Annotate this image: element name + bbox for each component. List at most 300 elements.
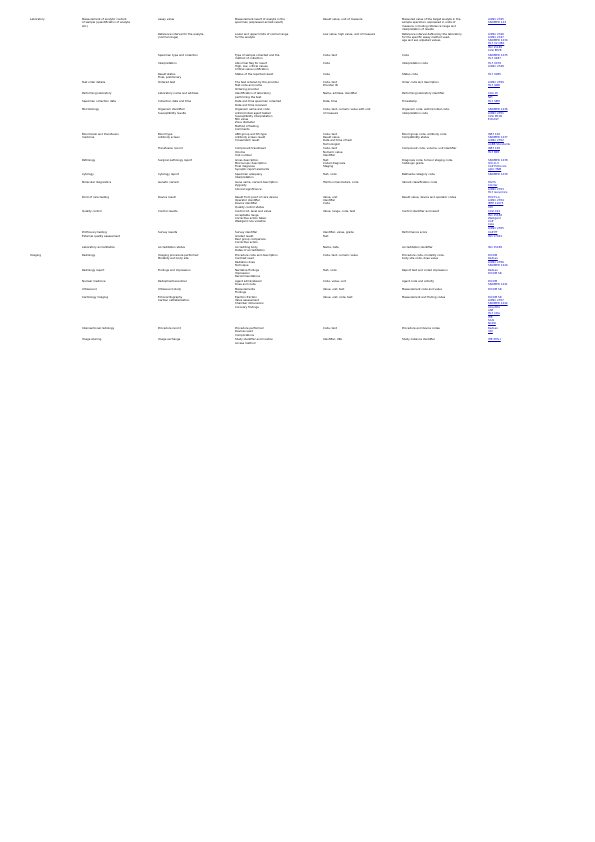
reference-link[interactable]: CLSI EP28 — [488, 49, 502, 53]
cell-text-line: Coded diagnosis — [323, 161, 346, 165]
cell-text-line: Test code and name — [235, 84, 263, 88]
reference-link[interactable]: LOINC 2352 — [488, 139, 504, 143]
cell-text-line: interpretation of results — [402, 27, 434, 31]
cell-text-line: Microscopic description — [235, 161, 267, 165]
reference-link[interactable]: DICOM SR — [488, 295, 502, 299]
cell-text-line: Value, range, code, text — [323, 210, 356, 214]
reference-cell — [488, 18, 515, 33]
reference-link[interactable]: RadLex — [488, 326, 498, 330]
cell-text-line: Contrast used — [235, 257, 254, 261]
description-cell — [235, 73, 323, 81]
format-cell — [323, 81, 402, 92]
cell-text-line: MIC value — [235, 118, 249, 122]
cell-text-line: Result value — [323, 136, 340, 140]
description-cell — [235, 338, 323, 346]
reference-link[interactable]: NPI — [488, 95, 493, 99]
reference-link[interactable]: LOINC 2356 — [488, 260, 504, 264]
domain-cell — [30, 159, 82, 174]
description-cell — [235, 280, 323, 288]
data-element-cell — [158, 108, 235, 132]
cell-text-line: Quality control — [82, 210, 102, 214]
subdomain-cell — [82, 269, 158, 280]
reference-link[interactable]: NCDR — [488, 322, 496, 326]
cell-text-line: sample specimen, expressed in units of — [402, 21, 456, 25]
cell-text-line: Final diagnosis — [235, 165, 255, 169]
cell-text-line: Laboratory accreditation — [82, 246, 116, 250]
reference-link[interactable]: CAP Protocols — [488, 165, 507, 169]
reference-link[interactable]: LOINC 2345 — [488, 18, 504, 21]
table-row — [30, 338, 515, 346]
cell-text-line: Date and time of test — [323, 139, 352, 143]
reference-cell — [488, 108, 515, 132]
reference-link[interactable]: HL7 CDA — [488, 312, 500, 316]
reference-link[interactable]: RadLex — [488, 268, 498, 272]
domain-cell — [30, 62, 82, 73]
cell-text-line: Point of care testing — [82, 195, 109, 199]
cell-text-line: Organism code, antimicrobial code, — [402, 108, 450, 112]
cell-text-line: Organism name and code — [235, 108, 270, 112]
cell-text-line: Dates of accreditation — [235, 249, 265, 253]
reference-cell — [488, 296, 515, 327]
cell-text-line: Molecular diagnostics — [82, 181, 112, 185]
domain-cell — [30, 296, 82, 327]
cell-text-line: Device identifier — [235, 202, 258, 206]
reference-link[interactable]: ISO 17043 — [488, 234, 503, 238]
reference-link[interactable]: SNOMED 1241 — [488, 283, 508, 287]
definition-cell — [402, 108, 488, 132]
reference-cell — [488, 173, 515, 181]
cell-text-line: specimen (expressed as test result) — [235, 21, 284, 25]
cell-text-line: Peer group comparison — [235, 238, 267, 242]
cell-text-line: Value, unit, text — [323, 287, 345, 291]
cell-text-line: Modality and body site — [158, 257, 189, 261]
cell-text-line: Result value, device and operator codes — [402, 195, 457, 199]
format-cell — [323, 254, 402, 269]
data-element-cell — [158, 288, 235, 296]
cell-text-line: Type of sample collected and the — [235, 53, 280, 57]
cell-text-line: Laboratory — [30, 18, 45, 21]
definition-cell — [402, 92, 488, 100]
domain-cell — [30, 54, 82, 62]
cell-text-line: Test order details — [82, 81, 106, 84]
table-row — [30, 73, 515, 81]
reference-cell — [488, 338, 515, 346]
cell-text-line: Radiology report — [82, 268, 105, 272]
data-element-cell — [158, 338, 235, 346]
subdomain-cell — [82, 73, 158, 81]
cell-text-line: Corrective action taken — [235, 216, 267, 220]
reference-link[interactable]: LOINC 2347 — [488, 35, 504, 39]
cell-text-line: age and sex adjusted values — [402, 39, 441, 43]
reference-link[interactable]: CAP PT — [488, 231, 498, 235]
cell-text-line: Unit number — [235, 153, 252, 157]
table-row — [30, 280, 515, 288]
cell-text-line: Microbiology — [82, 108, 100, 112]
cell-text-line: Text, code — [323, 173, 337, 177]
reference-link[interactable]: CLSI M100 — [488, 114, 503, 118]
cell-text-line: Result from point of care device — [235, 195, 278, 199]
table-body — [30, 18, 515, 346]
description-cell — [235, 62, 323, 73]
definition-cell — [402, 62, 488, 73]
table-row — [30, 81, 515, 92]
reference-link[interactable]: HL7 OBR — [488, 84, 500, 88]
domain-cell — [30, 288, 82, 296]
table-row — [30, 269, 515, 280]
cell-text-line: Imaging — [30, 254, 41, 258]
format-cell — [323, 280, 402, 288]
cell-text-line: Ejection fraction — [235, 295, 257, 299]
cell-text-line: Synoptic report elements — [235, 168, 270, 172]
reference-link[interactable]: DICOM SR — [488, 271, 502, 275]
cell-text-line: Code, text, numeric value with unit — [323, 108, 371, 112]
format-cell — [323, 18, 402, 33]
reference-link[interactable]: HL7 BPX — [488, 150, 500, 154]
cell-text-line: Performing laboratory — [82, 92, 112, 96]
table-row — [30, 133, 515, 148]
reference-link[interactable]: SNOMED 1242 — [488, 302, 508, 306]
definition-cell — [402, 327, 488, 338]
table-row — [30, 210, 515, 231]
format-cell — [323, 181, 402, 196]
cell-text-line: ABO group and Rh type — [235, 132, 267, 136]
cell-text-line: Image sharing — [82, 338, 102, 342]
reference-link[interactable]: SNOMED 123 — [488, 21, 506, 25]
cell-text-line: Acceptable range — [235, 213, 259, 217]
reference-cell — [488, 147, 515, 158]
cell-text-line: Accreditation identifier — [402, 246, 433, 250]
cell-text-line: Radiopharmaceutical — [158, 279, 187, 283]
reference-link[interactable]: ISBT 128 — [488, 147, 500, 151]
cell-text-line: Specimen adequacy — [235, 173, 263, 177]
cell-text-line: Pathology — [82, 158, 96, 162]
reference-link[interactable]: ISO 15189 — [488, 45, 503, 49]
cell-text-line: Narrative findings — [235, 268, 260, 272]
data-element-cell — [158, 246, 235, 254]
reference-link[interactable]: DICOM — [488, 254, 498, 258]
cell-text-line: Ultrasound study — [158, 287, 181, 291]
reference-link[interactable]: HL7 V2 OBX — [488, 42, 505, 46]
subdomain-cell — [82, 18, 158, 33]
cell-text-line: of sample (quantification of analyte — [82, 21, 130, 25]
cell-text-line: Provider ID — [323, 84, 338, 88]
reference-link[interactable]: SNOMED 1238 — [488, 158, 508, 162]
cell-text-line: Code, text — [323, 53, 337, 57]
reference-link[interactable]: LOINC 2354 — [488, 199, 504, 203]
cell-text-line: performing the test — [235, 95, 262, 99]
data-element-table — [30, 18, 515, 346]
reference-link[interactable]: ISBT 128 — [488, 132, 500, 136]
cell-text-line: Numeric value — [323, 150, 343, 154]
cell-text-line: Interventional radiology — [82, 326, 115, 330]
cell-text-line: Image exchange — [158, 338, 181, 342]
reference-link[interactable]: SNOMED 1234 — [488, 39, 508, 43]
data-element-cell — [158, 280, 235, 288]
description-cell — [235, 18, 323, 33]
reference-link[interactable]: ASE — [488, 309, 494, 313]
reference-link[interactable]: CAP — [488, 220, 494, 224]
format-cell — [323, 132, 402, 151]
cell-text-line: Radiology — [82, 254, 96, 258]
cell-text-line: Coronary findings — [235, 305, 259, 309]
reference-cell — [488, 231, 515, 246]
subdomain-cell — [82, 327, 158, 338]
cell-text-line: histologic grade — [402, 161, 424, 165]
cell-text-line: The test ordered by the provider — [235, 81, 279, 84]
cell-text-line: Agent administered — [235, 279, 262, 283]
cell-text-line: Specimen collection date — [82, 100, 116, 104]
description-cell — [235, 92, 323, 100]
table-row — [30, 18, 515, 33]
cell-text-line: Code, text, numeric value — [323, 254, 358, 258]
cell-text-line: Gross description — [235, 158, 259, 162]
domain-cell — [30, 246, 82, 254]
reference-link[interactable]: HL7 SPM — [488, 100, 500, 104]
reference-link[interactable]: POCT1-A — [488, 195, 500, 199]
subdomain-cell — [82, 147, 158, 158]
cell-text-line: Study instance identifier — [402, 338, 435, 342]
cell-text-line: medicine — [82, 136, 95, 140]
cell-text-line: Devices used — [235, 330, 253, 334]
reference-link[interactable]: SNOMED 1237 — [488, 136, 508, 140]
cell-text-line: Findings and impression — [158, 268, 191, 272]
cell-text-line: Code, text — [323, 326, 337, 330]
reference-link[interactable]: IHE XDS-I — [488, 338, 501, 342]
format-cell — [323, 100, 402, 108]
cell-text-line: Compatibility status — [402, 136, 429, 140]
definition-cell — [402, 147, 488, 158]
format-cell — [323, 73, 402, 81]
cell-text-line: Code, text — [323, 81, 337, 84]
cell-text-line: Cytology report — [158, 173, 179, 177]
cell-text-line: Antibody screen result — [235, 136, 266, 140]
cell-text-line: Cardiac catheterization — [158, 299, 190, 303]
format-cell — [323, 338, 402, 346]
data-element-cell — [158, 100, 235, 108]
subdomain-cell — [82, 181, 158, 196]
cell-text-line: Genetic variant — [158, 181, 179, 185]
reference-cell — [488, 92, 515, 100]
reference-link[interactable]: CLIA — [488, 223, 495, 227]
definition-cell — [402, 100, 488, 108]
subdomain-cell — [82, 296, 158, 327]
reference-link[interactable]: HL7 Genomics — [488, 191, 508, 195]
format-cell — [323, 158, 402, 177]
format-cell — [323, 92, 402, 100]
cell-text-line: Survey results — [158, 231, 178, 235]
reference-link[interactable]: IHE — [488, 315, 493, 319]
cell-text-line: Operator identifier — [235, 199, 260, 203]
definition-cell — [402, 18, 488, 33]
reference-link[interactable]: DICOM SR — [488, 287, 502, 291]
reference-link[interactable]: SNOMED 1240 — [488, 263, 508, 267]
cell-text-line: Control lot, level and value — [235, 210, 272, 214]
format-cell — [323, 33, 402, 54]
cell-text-line: Name, date — [323, 246, 339, 250]
definition-cell — [402, 338, 488, 346]
cell-text-line: Code, text — [323, 147, 337, 151]
reference-link[interactable]: CLSI C24 — [488, 210, 501, 214]
cell-text-line: Blood group code, antibody code — [402, 132, 447, 136]
domain-cell — [30, 338, 82, 346]
reference-link[interactable]: LOINC 2355 — [488, 226, 504, 230]
format-cell — [323, 246, 402, 254]
cell-text-line: Procedure code, modality code, — [402, 254, 445, 258]
cell-text-line: Value, unit — [323, 195, 338, 199]
cell-text-line: Collection date and time — [158, 100, 192, 104]
reference-link[interactable]: HGVS — [488, 181, 496, 185]
cell-text-line: Interpretation code — [402, 61, 428, 65]
cell-text-line: Measurement result of analyte in the — [235, 18, 285, 21]
cell-text-line: Performing laboratory identifier — [402, 92, 445, 96]
cell-text-line: Reference interval for the analyte — [158, 32, 204, 36]
data-element-cell — [158, 81, 235, 92]
reference-link[interactable]: LOINC 2351 — [488, 111, 504, 115]
reference-link[interactable]: HL7 0085 — [488, 73, 501, 77]
format-cell — [323, 269, 402, 280]
reference-link[interactable]: ISO 15189 — [488, 246, 503, 250]
definition-cell — [402, 288, 488, 296]
reference-link[interactable]: LOINC 2350 — [488, 81, 504, 84]
reference-link[interactable]: CLIA ID — [488, 92, 498, 96]
reference-link[interactable]: LOINC 2348 — [488, 65, 504, 69]
description-cell — [235, 296, 323, 327]
cell-text-line: Measured value of the target analyte in the — [402, 18, 461, 21]
table-row — [30, 181, 515, 196]
cell-text-line: Crossmatch result — [235, 139, 260, 143]
cell-text-line: Blood type — [158, 132, 173, 136]
cell-text-line: Code — [323, 202, 330, 206]
cell-text-line: Lower and upper limits of normal range — [235, 32, 289, 36]
cell-text-line: Clinical significance — [235, 187, 262, 191]
cell-text-line: Component code, volume, unit identifier — [402, 147, 457, 151]
cell-text-line: Ultrasound — [82, 287, 97, 291]
reference-link[interactable]: UDI — [488, 330, 493, 334]
reference-cell — [488, 246, 515, 254]
domain-cell — [30, 73, 82, 81]
reference-link[interactable]: ACC/AHA — [488, 305, 501, 309]
data-element-cell — [158, 173, 235, 181]
reference-link[interactable]: AABB Standards — [488, 142, 510, 146]
data-element-cell — [158, 210, 235, 231]
reference-link[interactable]: ICD-O-3 — [488, 161, 499, 165]
reference-cell — [488, 254, 515, 269]
domain-cell — [30, 18, 82, 33]
cell-text-line: Report text and coded impression — [402, 268, 448, 272]
cell-text-line: Diagnosis code, tumour staging code, — [402, 158, 453, 162]
cell-text-line: Susceptibility results — [158, 111, 186, 115]
subdomain-cell — [82, 54, 158, 62]
description-cell — [235, 269, 323, 280]
cell-text-line: Staging — [323, 165, 334, 169]
cell-text-line: Technique — [235, 263, 249, 267]
cell-text-line: Recommendations — [235, 275, 261, 279]
description-cell — [235, 81, 323, 92]
cell-text-line: Status of the reported result — [235, 73, 274, 77]
reference-link[interactable]: LOINC 2353 — [488, 187, 504, 191]
reference-cell — [488, 181, 515, 196]
cell-text-line: Abnormal flag for result — [235, 61, 267, 65]
table-row — [30, 246, 515, 254]
reference-link[interactable]: EUCAST — [488, 118, 499, 122]
subdomain-cell — [82, 100, 158, 108]
format-cell — [323, 108, 402, 132]
cell-text-line: interpretation code — [402, 111, 428, 115]
definition-cell — [402, 210, 488, 231]
reference-link[interactable]: ClinVar — [488, 184, 498, 188]
format-cell — [323, 296, 402, 327]
reference-link[interactable]: LOINC 2357 — [488, 299, 504, 303]
cell-text-line: Text — [323, 158, 329, 162]
cell-text-line: Accreditation status — [158, 246, 185, 250]
reference-link[interactable]: AJCC TNM — [488, 168, 502, 172]
reference-link[interactable]: IEEE 11073 — [488, 202, 504, 206]
cell-text-line: Findings — [235, 291, 247, 295]
subdomain-cell — [82, 338, 158, 346]
definition-cell — [402, 81, 488, 92]
reference-cell — [488, 280, 515, 288]
table-row — [30, 54, 515, 62]
cell-text-line: Cardiology imaging — [82, 295, 109, 299]
reference-link[interactable]: HL7 0487 — [488, 57, 501, 61]
data-element-cell — [158, 33, 235, 54]
table-row — [30, 100, 515, 108]
cell-text-line: Quality control status — [235, 205, 264, 209]
cell-text-line: Low value, high value, unit of measure — [323, 32, 376, 36]
data-element-cell — [158, 18, 235, 33]
domain-cell — [30, 231, 82, 246]
domain-cell — [30, 108, 82, 132]
description-cell — [235, 181, 323, 196]
cell-text-line: Comments — [235, 128, 250, 132]
reference-link[interactable]: UDI — [488, 205, 493, 209]
reference-cell — [488, 81, 515, 92]
subdomain-cell — [82, 81, 158, 92]
reference-cell — [488, 327, 515, 338]
reference-cell — [488, 288, 515, 296]
reference-link[interactable]: SCAI — [488, 318, 495, 322]
table-row — [30, 196, 515, 211]
data-element-cell — [158, 181, 235, 196]
reference-link[interactable]: SNOMED 1236 — [488, 108, 508, 112]
data-element-cell — [158, 73, 235, 81]
domain-cell — [30, 92, 82, 100]
domain-cell — [30, 133, 82, 148]
cell-text-line: Identifier — [323, 199, 336, 203]
reference-link[interactable]: SNOMED 1235 — [488, 53, 508, 57]
cell-text-line: (normal range) — [158, 35, 179, 39]
cell-text-line: Gene name, variant description — [235, 181, 278, 185]
cell-text-line: Measurement of analytic content — [82, 18, 127, 21]
reference-link[interactable]: DICOM — [488, 279, 498, 283]
cell-text-line: for the analyte — [235, 35, 255, 39]
table-row — [30, 33, 515, 54]
data-element-cell — [158, 54, 235, 62]
reference-link[interactable]: RadLex — [488, 257, 498, 261]
cell-text-line: Measurement code and value — [402, 287, 442, 291]
reference-link[interactable]: HL7 0078 — [488, 61, 501, 65]
cell-text-line: Order code and description — [402, 81, 439, 84]
subdomain-cell — [82, 288, 158, 296]
reference-link[interactable]: LOINC 2346 — [488, 32, 504, 36]
cell-text-line: Procedure and device codes — [402, 326, 440, 330]
reference-link[interactable]: Westgard — [488, 216, 501, 220]
cell-text-line: Dose and route — [235, 283, 256, 287]
reference-link[interactable]: SNOMED 1239 — [488, 173, 508, 177]
data-element-cell — [158, 327, 235, 338]
cell-text-line: Laboratory name and address — [158, 92, 199, 96]
reference-link[interactable]: ISO 15189 — [488, 213, 503, 217]
